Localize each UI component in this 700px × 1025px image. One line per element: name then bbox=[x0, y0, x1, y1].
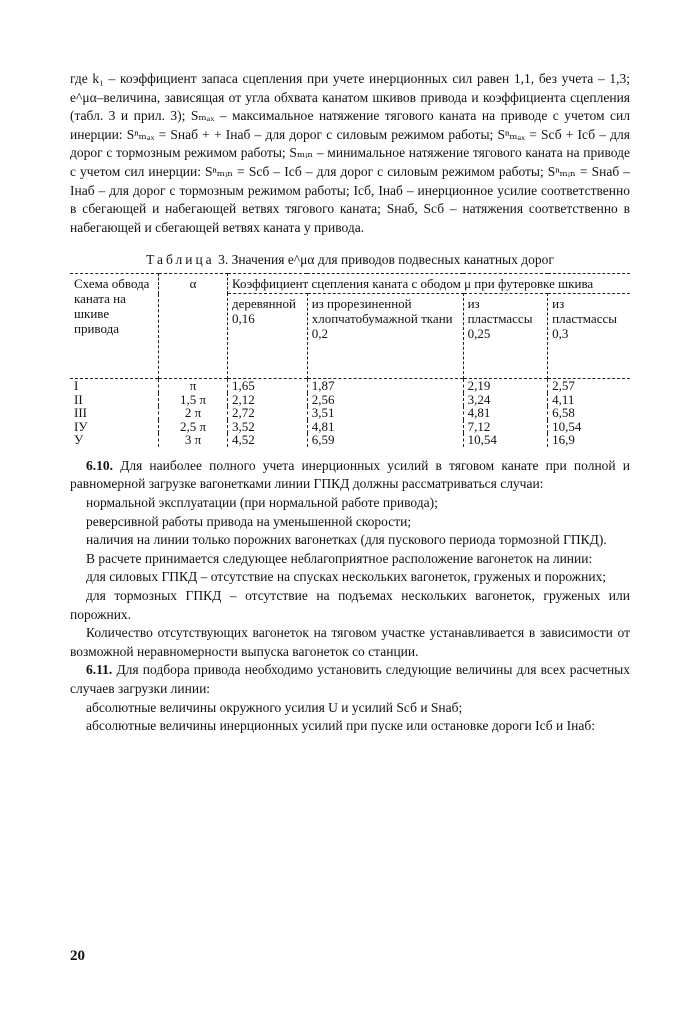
row-value: 3,51 bbox=[307, 406, 463, 420]
row-value: 2,57 bbox=[548, 379, 630, 393]
table-row bbox=[70, 379, 630, 393]
paragraph: нормальной эксплуатации (при нормальной работе привода); bbox=[86, 495, 438, 511]
body-text bbox=[70, 457, 630, 736]
row-value: 1,87 bbox=[307, 379, 463, 393]
paragraph-text: Для наиболее полного учета инерционных усилий в тяговом канате при полной и равномерной загрузке вагонетками линии ГПКД должны рассматриваться случаи: bbox=[70, 457, 630, 492]
table-row bbox=[70, 420, 630, 434]
paragraph: абсолютные величины инерционных усилий при пуске или остановке дороги Iсб и Iнаб: bbox=[86, 718, 595, 734]
table-row bbox=[70, 393, 630, 407]
row-value: 6,59 bbox=[307, 433, 463, 447]
row-alpha: 1,5 π bbox=[159, 393, 228, 407]
paragraph-6-10 bbox=[70, 457, 630, 494]
subheader-plastic-025: из пластмассы 0,25 bbox=[463, 294, 548, 379]
paragraph: В расчете принимается следующее неблагоприятное расположение вагонеток на линии: bbox=[86, 550, 593, 566]
paragraph: наличия на линии только порожних вагонетках (для пускового периода тормозной ГПКД). bbox=[86, 532, 607, 548]
row-value: 2,72 bbox=[228, 406, 308, 420]
row-value: 16,9 bbox=[552, 432, 575, 448]
row-scheme: IУ bbox=[70, 420, 159, 434]
row-value: 4,52 bbox=[228, 433, 308, 447]
row-scheme: III bbox=[70, 406, 159, 420]
row-value: 4,11 bbox=[552, 391, 575, 407]
header-scheme: Схема обвода каната на шкиве привода bbox=[70, 274, 159, 379]
paragraph: реверсивной работы привода на уменьшенной скорости; bbox=[86, 513, 412, 529]
row-scheme: I bbox=[70, 379, 159, 393]
row-value: 7,12 bbox=[463, 420, 548, 434]
row-value: 3,52 bbox=[228, 420, 308, 434]
table-caption-text: 3. Значения e^μα для приводов подвесных канатных дорог bbox=[214, 252, 554, 268]
document-page bbox=[70, 70, 630, 736]
row-alpha: 3 π bbox=[159, 433, 228, 447]
paragraph: для тормозных ГПКД – отсутствие на подъемах нескольких вагонеток, груженых или порожних. bbox=[70, 588, 630, 622]
table-row bbox=[70, 433, 630, 447]
row-value: 4,81 bbox=[307, 420, 463, 434]
header-alpha: α bbox=[159, 274, 228, 379]
row-value: 4,81 bbox=[463, 406, 548, 420]
row-scheme: II bbox=[70, 393, 159, 407]
coefficient-table bbox=[70, 273, 630, 447]
page-number: 20 bbox=[70, 948, 85, 964]
table-caption bbox=[70, 251, 630, 269]
section-number: 6.11. bbox=[86, 662, 113, 678]
row-scheme: У bbox=[70, 433, 159, 447]
row-alpha: 2,5 π bbox=[159, 420, 228, 434]
header-coefficient: Коэффициент сцепления каната с ободом μ при футеровке шкива bbox=[228, 274, 631, 294]
paragraph-text: Для подбора привода необходимо установить следующие величины для всех расчетных случаев загрузки линии: bbox=[70, 662, 630, 696]
paragraph: Количество отсутствующих вагонеток на тяговом участке устанавливается в зависимости от возможной неравномерности выпуска вагонеток со станции. bbox=[70, 625, 630, 659]
row-value: 2,56 bbox=[307, 393, 463, 407]
row-value: 2,19 bbox=[463, 379, 548, 393]
row-value: 10,54 bbox=[552, 418, 582, 434]
row-alpha: 2 π bbox=[159, 406, 228, 420]
row-value: 6,58 bbox=[552, 405, 575, 421]
intro-paragraph: где k₁ – коэффициент запаса сцепления при учете инерционных сил равен 1,1, без учета – 1,3; e^μα–величина, зависящая от угла обхвата канатом шкивов привода и коэффициента сцепления (табл. 3 и прил. 3); Sₘₐₓ – максимальное натяжение тягового каната на приводе с учетом сил инерции: Sⁿₘₐₓ = Sнаб + + Iнаб – для дорог с силовым режимом работы; Sⁿₘₐₓ = Sсб + Iсб – для дорог с тормозным режимом работы; Sₘᵢₙ – минимальное натяжение тягового каната на приводе с учетом сил инерции: Sⁿₘᵢₙ = Sсб – Iсб – для дорог с силовым режимом работы; Sⁿₘᵢₙ = Sнаб – Iнаб – для дорог с тормозным режимом работы; Iсб, Iнаб – инерционное усилие соответственно в сбегающей и набегающей ветвях тягового каната; Sнаб, Sсб – натяжения соответственно в набегающей и сбегающей ветвях каната у привода. bbox=[70, 71, 630, 235]
paragraph: абсолютные величины окружного усилия U и усилий Sсб и Sнаб; bbox=[86, 699, 463, 715]
subheader-plastic-03: из пластмассы 0,3 bbox=[548, 294, 630, 379]
row-alpha: π bbox=[159, 379, 228, 393]
row-value: 3,24 bbox=[463, 393, 548, 407]
row-value: 1,65 bbox=[228, 379, 308, 393]
row-value: 10,54 bbox=[463, 433, 548, 447]
paragraph-6-11 bbox=[70, 661, 630, 698]
row-value: 2,12 bbox=[228, 393, 308, 407]
table-row bbox=[70, 406, 630, 420]
table-caption-word: Таблица bbox=[146, 252, 215, 268]
section-number: 6.10. bbox=[86, 457, 113, 473]
subheader-rubber-fabric: из прорезиненной хлопчатобумажной ткани 0,2 bbox=[307, 294, 463, 379]
subheader-wood: деревянной 0,16 bbox=[228, 294, 308, 379]
paragraph: для силовых ГПКД – отсутствие на спусках нескольких вагонеток, груженых и порожних; bbox=[86, 569, 607, 585]
